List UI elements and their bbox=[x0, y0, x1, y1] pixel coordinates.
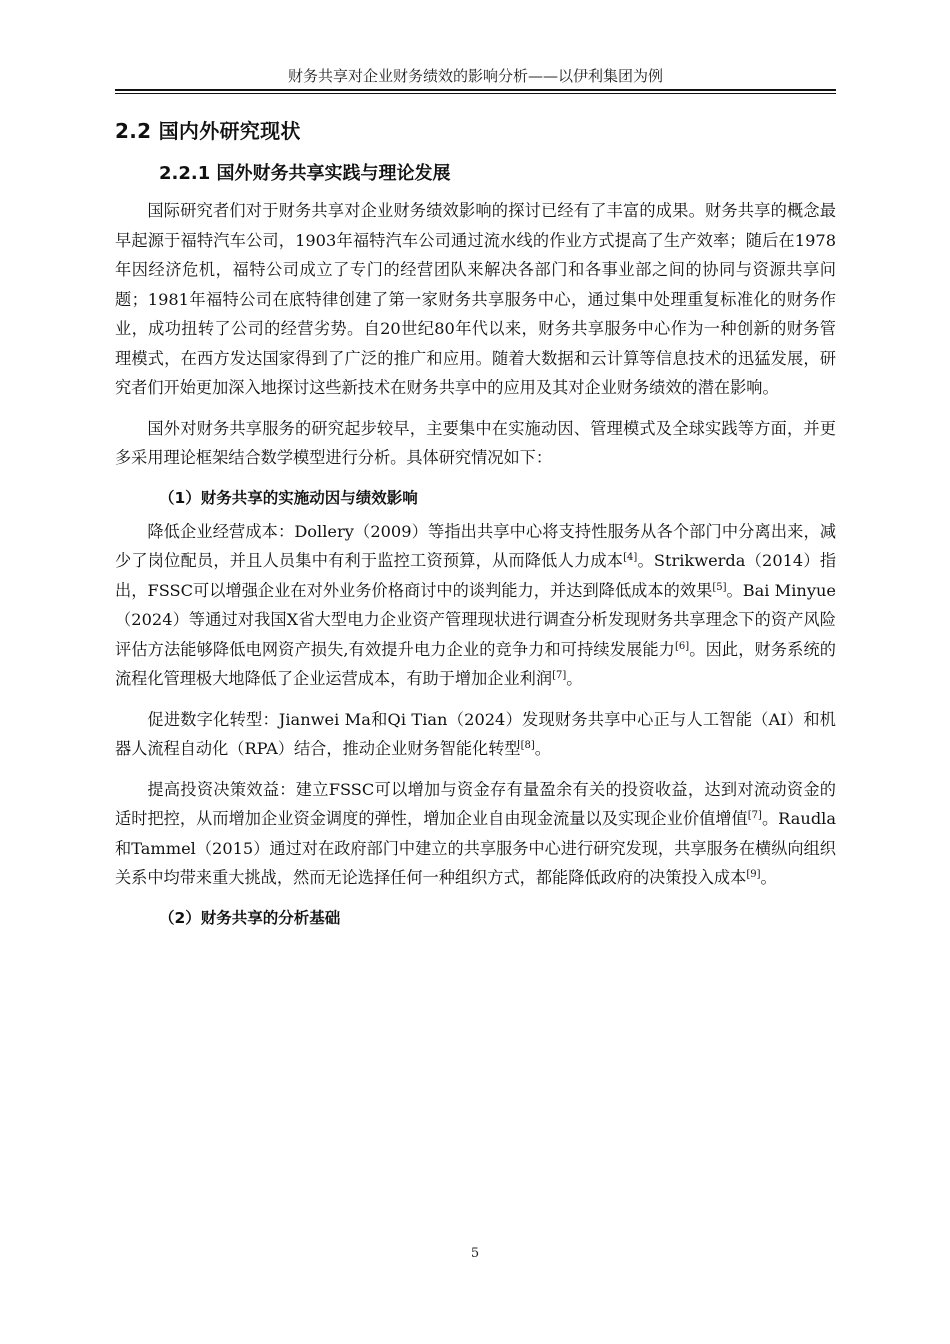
text-segment: 。因此，财务系统的流程化管理极大地降低了企业运营成本，有助于增加企业利润 bbox=[115, 639, 836, 688]
paragraph-intro: 国际研究者们对于财务共享对企业财务绩效影响的探讨已经有了丰富的成果。财务共享的概念最早起源于福特汽车公司，1903年福特汽车公司通过流水线的作业方式提高了生产效率；随后在1978年因经济危机，福特公司成立了专门的经营团队来解决各部门和各事业部之间的协同与资源共享问题；1981年福特公司在底特律创建了第一家财务共享服务中心，通过集中处理重复标准化的财务作业，成功扭转了公司的经营劣势。自20世纪80年代以来，财务共享服务中心作为一种创新的财务管理模式，在西方发达国家得到了广泛的推广和应用。随着大数据和云计算等信息技术的迅猛发展，研究者们开始更加深入地探讨这些新技术在财务共享中的应用及其对企业财务绩效的潜在影响。 bbox=[115, 201, 836, 397]
text-segment: 。 bbox=[566, 669, 583, 688]
citation-ref: [8] bbox=[520, 740, 535, 751]
citation-ref: [6] bbox=[674, 640, 690, 652]
citation-ref: [9] bbox=[746, 869, 761, 880]
paragraph-investment-decision bbox=[115, 775, 836, 893]
text-segment: 。Raudla和Tammel（2015）通过对在政府部门中建立的共享服务中心进行研究发现，共享服务在横纵向组织关系中均带来重大挑战，然而无论选择任何一种组织方式，都能降低政府的决策投入成本 bbox=[115, 809, 837, 887]
text-segment: 提高投资决策效益：建立FSSC可以增加与资金存有量盈余有关的投资收益，达到对流动资金的适时把控，从而增加企业资金调度的弹性，增加企业自由现金流量以及实现企业价值增值 bbox=[115, 779, 836, 828]
citation-ref: [7] bbox=[747, 810, 762, 821]
header-rule-thin bbox=[115, 93, 836, 94]
running-header: 财务共享对企业财务绩效的影响分析——以伊利集团为例 bbox=[287, 67, 663, 85]
citation-ref: [4] bbox=[623, 552, 638, 563]
text-segment: 。 bbox=[534, 739, 551, 758]
text-segment: 。 bbox=[760, 868, 777, 887]
text-segment: 。Strikwerda（2014）指出，FSSC可以增强企业在对外业务价格商讨中的谈判能力，并达到降低成本的效果 bbox=[115, 551, 837, 600]
text-segment: 降低企业经营成本：Dollery（2009）等指出共享中心将支持性服务从各个部门中分离出来，减少了岗位配员，并且人员集中有利于监控工资预算，从而降低人力成本 bbox=[115, 521, 837, 570]
page-number: 5 bbox=[470, 1246, 480, 1261]
subheading-motivation: （1）财务共享的实施动因与绩效影响 bbox=[159, 488, 418, 507]
citation-ref: [7] bbox=[552, 670, 567, 681]
citation-ref: [5] bbox=[712, 581, 727, 593]
page-body bbox=[115, 116, 836, 937]
subheading-analysis-basis: （2）财务共享的分析基础 bbox=[159, 908, 341, 927]
paragraph-cost-reduction bbox=[115, 517, 836, 694]
header-rule-thick bbox=[115, 89, 836, 91]
text-segment: 促进数字化转型：Jianwei Ma和Qi Tian（2024）发现财务共享中心正与人工智能（AI）和机器人流程自动化（RPA）结合，推动企业财务智能化转型 bbox=[115, 709, 836, 758]
paragraph-overview: 国外对财务共享服务的研究起步较早，主要集中在实施动因、管理模式及全球实践等方面，并更多采用理论框架结合数学模型进行分析。具体研究情况如下： bbox=[115, 418, 836, 467]
text-segment: 。Bai Minyue（2024）等通过对我国X省大型电力企业资产管理现状进行调查分析发现财务共享理念下的资产风险评估方法能够降低电网资产损失,有效提升电力企业的竞争力和可持续发展能力 bbox=[115, 580, 836, 659]
section-heading: 2.2 国内外研究现状 bbox=[115, 119, 301, 143]
paragraph-digital-transformation bbox=[115, 705, 836, 764]
subsection-heading: 2.2.1 国外财务共享实践与理论发展 bbox=[159, 163, 451, 184]
